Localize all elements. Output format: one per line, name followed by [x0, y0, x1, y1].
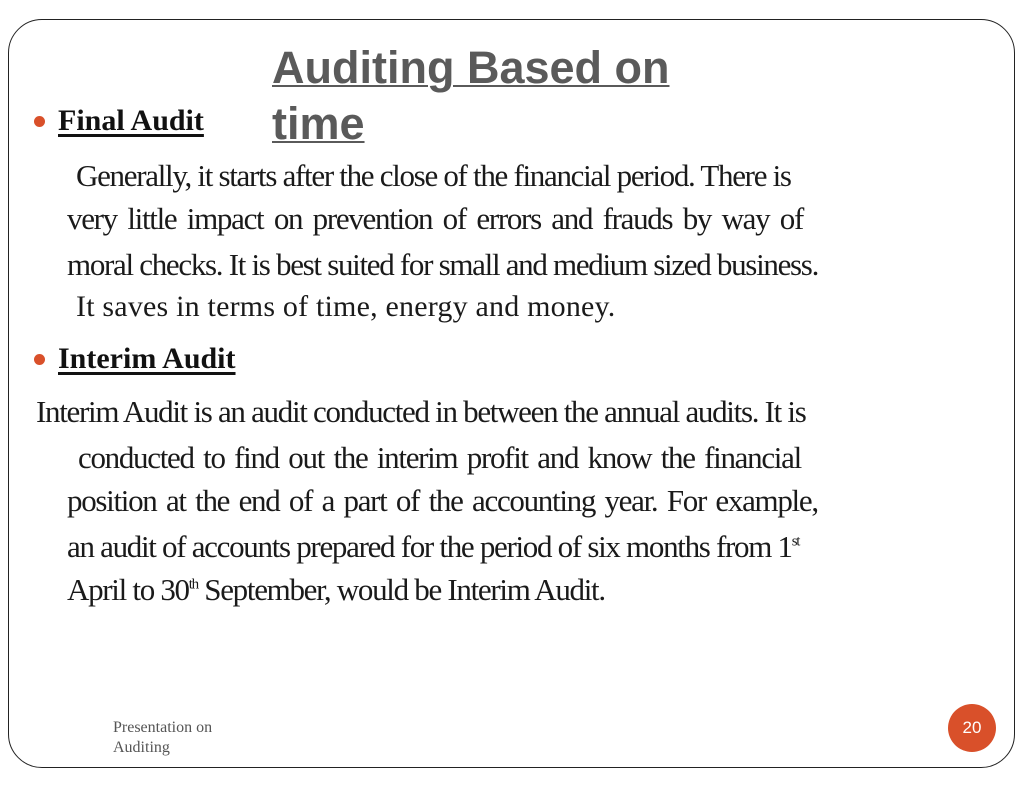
final-audit-heading: Final Audit — [58, 104, 204, 137]
interim-audit-line-1: Interim Audit is an audit conducted in between the annual audits. It is — [36, 394, 806, 429]
interim-audit-line-2: conducted to find out the interim profit and know the financial — [78, 440, 801, 475]
interim-audit-line-5 — [67, 572, 605, 608]
bullet-interim-audit — [34, 342, 236, 376]
interim-audit-line-5-rest: September, would be Interim Audit. — [197, 572, 605, 607]
interim-audit-line-3: position at the end of a part of the accounting year. For example, — [67, 483, 818, 518]
final-audit-line-3: moral checks. It is best suited for small and medium sized business. — [67, 247, 819, 282]
footer-text: Presentation on Auditing — [113, 719, 213, 756]
ordinal-suffix: st — [791, 533, 800, 550]
bullet-icon — [34, 116, 45, 127]
ordinal-suffix: th — [188, 576, 198, 593]
final-audit-line-4: It saves in terms of time, energy and money. — [76, 290, 616, 323]
slide-title: Auditing Based on time — [272, 42, 670, 149]
bullet-final-audit — [34, 104, 204, 138]
interim-audit-line-4-text: an audit of accounts prepared for the period of six months from 1 — [67, 529, 792, 564]
interim-audit-heading: Interim Audit — [58, 342, 236, 375]
bullet-icon — [34, 354, 45, 365]
final-audit-line-2: very little impact on prevention of errors and frauds by way of — [67, 201, 803, 236]
page-number-badge: 20 — [948, 704, 996, 752]
interim-audit-line-5-text: April to 30 — [67, 572, 189, 607]
final-audit-line-1: Generally, it starts after the close of the financial period. There is — [76, 158, 791, 193]
interim-audit-line-4 — [67, 529, 799, 565]
